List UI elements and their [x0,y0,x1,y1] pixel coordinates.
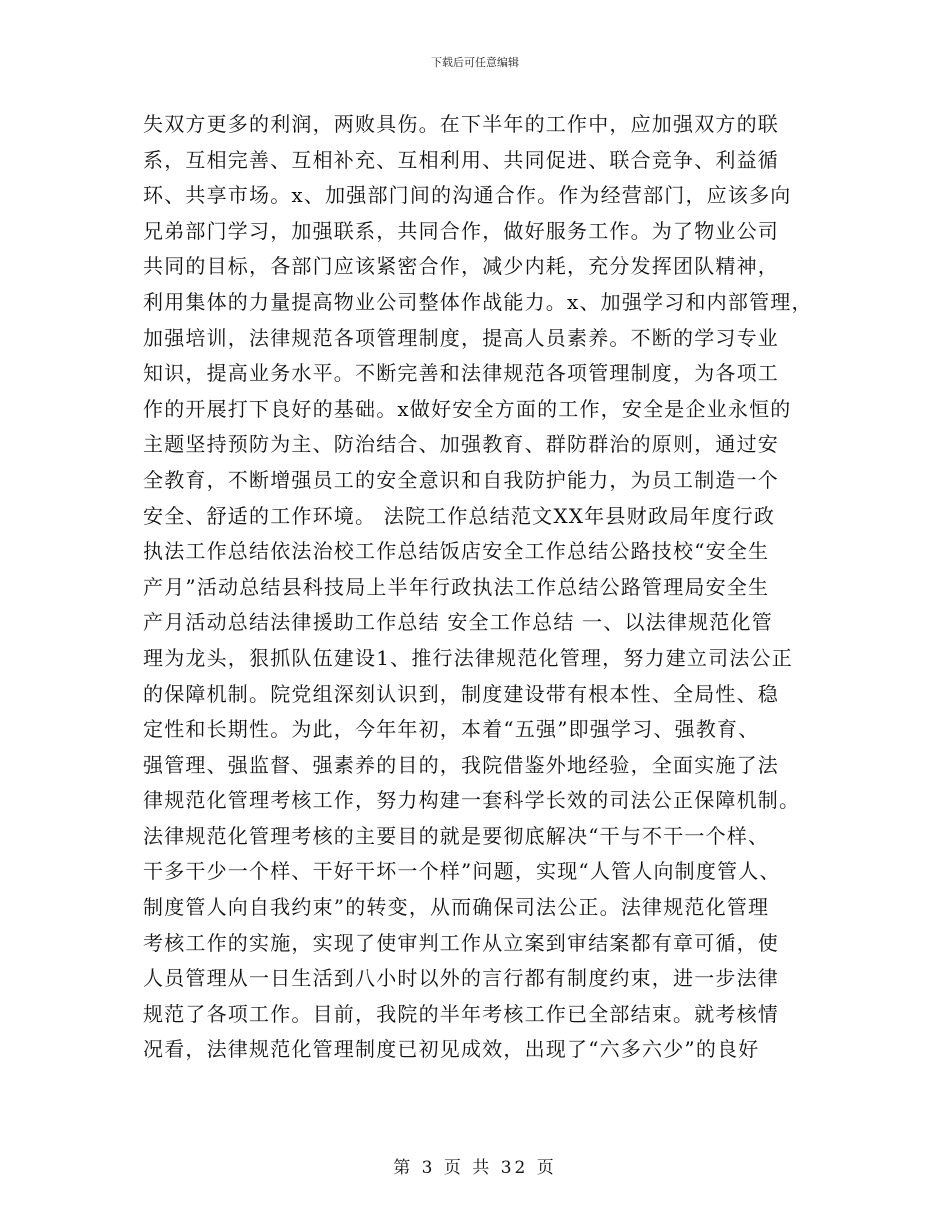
page-header-note: 下载后可任意编辑 [431,56,519,69]
text-line: 共同的目标，各部门应该紧密合作，减少内耗，充分发挥团队精神， [143,254,779,279]
text-line: 主题坚持预防为主、防治结合、加强教育、群防群治的原则，通过安 [143,432,779,457]
text-line: 作的开展打下良好的基础。x做好安全方面的工作，安全是企业永恒的 [143,396,792,421]
text-line: 定性和长期性。为此，今年年初，本着“五强”即强学习、强教育、 [143,717,760,742]
text-line: 人员管理从一日生活到八小时以外的言行都有制度约束，进一步法律 [143,966,779,991]
text-line: 失双方更多的利润，两败具伤。在下半年的工作中，应加强双方的联 [143,112,779,136]
text-line: 规范了各项工作。目前，我院的半年考核工作已全部结束。就考核情 [143,1001,779,1026]
text-line: 制度管人向自我约束”的转变，从而确保司法公正。法律规范化管理 [143,895,770,920]
text-line: 执法工作总结依法治校工作总结饭店安全工作总结公路技校“安全生 [143,539,770,564]
text-line: 兄弟部门学习，加强联系，共同合作，做好服务工作。为了物业公司 [143,218,779,243]
text-line: 强管理、强监督、强素养的目的，我院借鉴外地经验，全面实施了法 [143,752,779,777]
text-line: 利用集体的力量提高物业公司整体作战能力。x、加强学习和内部管理， [143,289,813,314]
text-line: 考核工作的实施，实现了使审判工作从立案到审结案都有章可循，使 [143,930,779,955]
text-line: 况看，法律规范化管理制度已初见成效，出现了“六多六少”的良好 [143,1037,760,1062]
text-line: 法律规范化管理考核的主要目的就是要彻底解决“干与不干一个样、 [143,823,770,848]
page-number-footer: 第 3 页 共 32 页 [393,1158,557,1178]
document-body [143,107,823,1068]
text-line: 理为龙头，狠抓队伍建设1、推行法律规范化管理，努力建立司法公正 [143,645,793,670]
text-line: 加强培训，法律规范各项管理制度，提高人员素养。不断的学习专业 [143,325,779,350]
text-line: 环、共享市场。x、加强部门间的沟通合作。作为经营部门，应该多向 [143,183,792,208]
text-line: 律规范化管理考核工作，努力构建一套科学长效的司法公正保障机制。 [143,788,801,813]
text-line: 全教育，不断增强员工的安全意识和自我防护能力，为员工制造一个 [143,467,779,492]
text-line: 安全、舒适的工作环境。 法院工作总结范文XX年县财政局年度行政 [143,503,776,528]
text-line: 产月”活动总结县科技局上半年行政执法工作总结公路管理局安全生 [143,574,770,599]
text-line: 系，互相完善、互相补充、互相利用、共同促进、联合竞争、利益循 [143,147,779,172]
text-line: 产月活动总结法律援助工作总结 安全工作总结 一、以法律规范化管 [143,610,773,635]
text-line: 的保障机制。院党组深刻认识到，制度建设带有根本性、全局性、稳 [143,681,779,706]
text-line: 干多干少一个样、干好干坏一个样”问题，实现“人管人向制度管人、 [143,859,781,884]
text-line: 知识，提高业务水平。不断完善和法律规范各项管理制度，为各项工 [143,361,779,386]
